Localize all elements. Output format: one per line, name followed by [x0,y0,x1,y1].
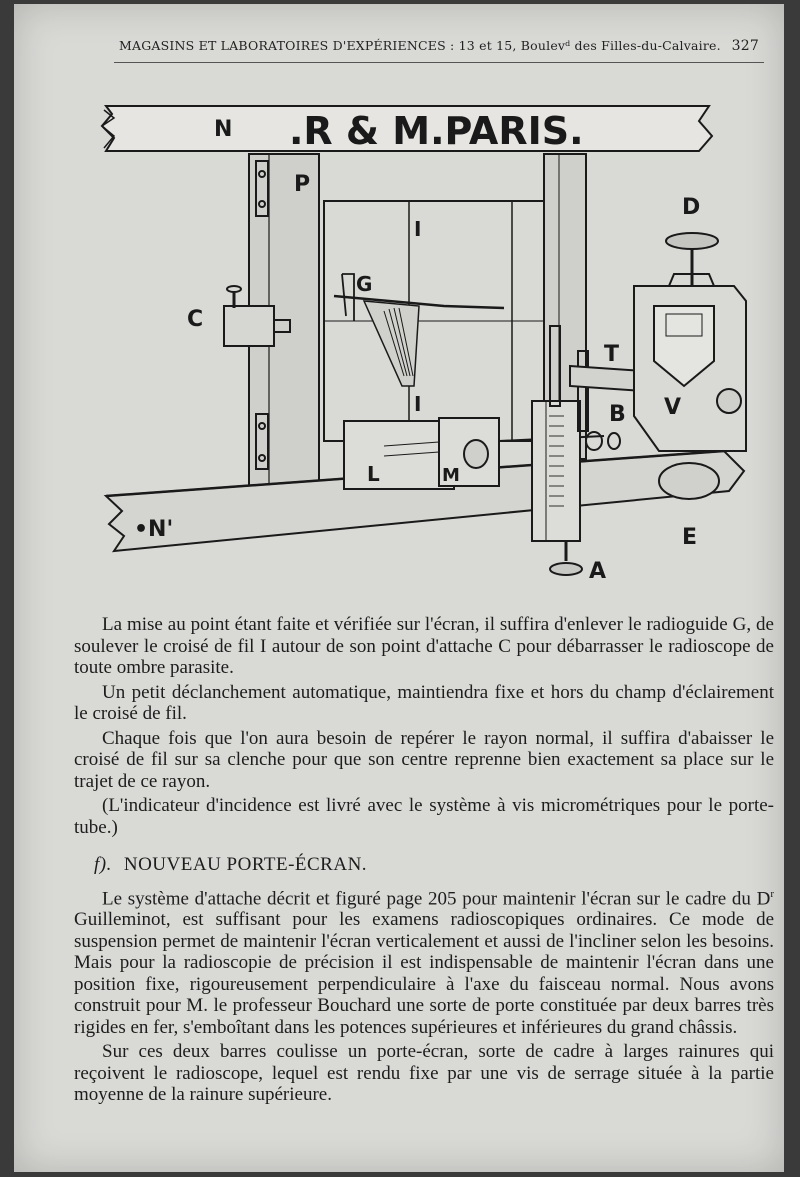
label-p: P [294,172,311,197]
label-v: V [664,395,682,420]
page-number: 327 [731,38,759,54]
label-i-bottom: I [414,392,422,416]
paragraph-1: La mise au point étant faite et vérifiée sur l'écran, il suffira d'enlever le radioguide G, de soulever le croisé de fil I autour de son point d'attache C pour débarrasser le radioscope de toute ombre parasite. [74,614,774,678]
label-g: G [356,272,373,296]
paragraph-3: Chaque fois que l'on aura besoin de repérer le rayon normal, il suffira d'abaisser le croisé de fil sur sa clenche pour que son centre reprenne bien exactement sa place sur le trajet de ce rayon. [74,727,774,792]
label-i-top: I [414,217,422,241]
label-t: T [604,342,620,367]
section-heading [94,854,774,876]
running-header: MAGASINS ET LABORATOIRES D'EXPÉRIENCES : 13 et 15, Boulevᵈ des Filles-du-Calvaire. 327 [119,38,759,54]
header-rule [114,62,764,63]
body-text [74,614,774,1106]
running-title: MAGASINS ET LABORATOIRES D'EXPÉRIENCES [119,38,446,53]
label-l: L [367,462,380,486]
label-d: D [682,195,701,220]
label-m: M [442,465,460,486]
book-page [14,4,784,1172]
micrometer-a [532,401,580,541]
arm-t [570,366,644,391]
label-n: N [214,117,233,142]
knob-e [659,463,719,499]
banner-text: .R & M.PARIS. [289,109,584,153]
header-address: 13 et 15, Boulevᵈ des Filles-du-Calvaire. [458,38,721,53]
label-c: C [187,307,204,332]
paragraph-5: Le système d'attache décrit et figuré page 205 pour maintenir l'écran sur le cadre du $D^r$ Guilleminot, est suffisant pour les examens radioscopiques ordinaires. Ce mode de suspension permet de maintenir l'écran verticalement et aussi de l'incliner selon les besoins. Mais pour la radioscopie de précision il est indispensable de maintenir l'écran dans une position fixe, rigoureusement perpendiculaire à l'axe du faisceau normal. Nous avons construit pour M. le professeur Bouchard une sorte de porte constituée par deux barres très rigides en fer, s'emboîtant dans les potences supérieures et inférieures du grand châssis. [74,887,774,1038]
clamp-c [224,306,274,346]
label-b: B [609,402,626,427]
paragraph-6: Sur ces deux barres coulisse un porte-écran, sorte de cadre à larges rainures qui reçoivent le radioscope, lequel est rendu fixe par une vis de serrage située à la partie moyenne de la rainure supérieure. [74,1041,774,1106]
paragraph-2: Un petit déclanchement automatique, maintiendra fixe et hors du champ d'éclairement le croisé de fil. [74,681,774,724]
apparatus-illustration [84,96,754,596]
label-e: E [682,525,698,550]
knob-d [666,233,718,249]
label-a: A [589,559,607,584]
section-marker: f). [94,854,112,875]
label-n-prime: •N' [134,517,174,542]
paragraph-4: (L'indicateur d'incidence est livré avec le système à vis micrométriques pour le porte-tube.) [74,795,774,838]
section-title: NOUVEAU PORTE-ÉCRAN. [123,854,368,875]
